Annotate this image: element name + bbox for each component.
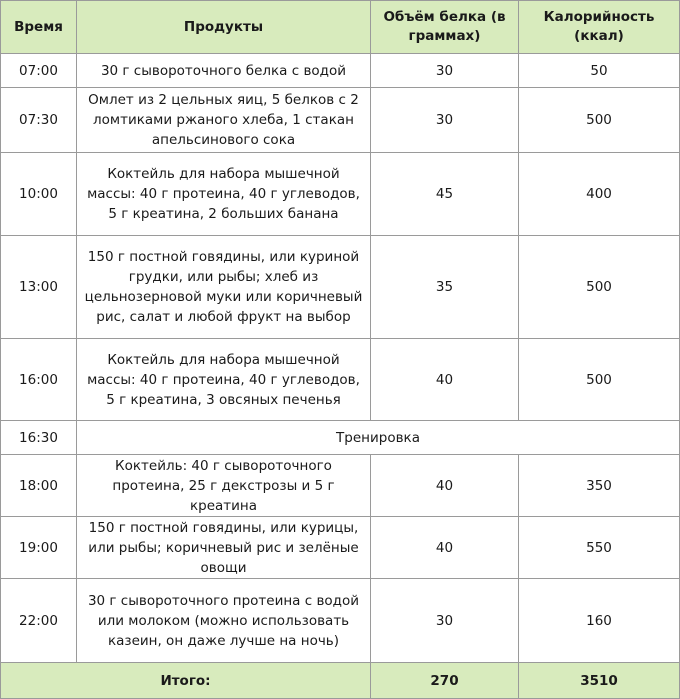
cell-protein: 30 <box>371 88 519 153</box>
cell-time: 18:00 <box>1 455 77 517</box>
cell-calories: 500 <box>519 236 680 339</box>
cell-protein: 40 <box>371 517 519 579</box>
table-row <box>1 88 680 153</box>
table-row <box>1 421 680 455</box>
cell-calories: 500 <box>519 88 680 153</box>
cell-time: 16:00 <box>1 339 77 421</box>
table-row <box>1 517 680 579</box>
table-row <box>1 153 680 236</box>
cell-products: 30 г сывороточного протеина с водой или молоком (можно использовать казеин, он даже лучше на ночь) <box>77 579 371 663</box>
cell-protein: 35 <box>371 236 519 339</box>
cell-products: 30 г сывороточного белка с водой <box>77 54 371 88</box>
total-row <box>1 663 680 699</box>
cell-products: 150 г постной говядины, или курицы, или рыбы; коричневый рис и зелёные овощи <box>77 517 371 579</box>
cell-products: Коктейль для набора мышечной массы: 40 г протеина, 40 г углеводов, 5 г креатина, 2 больших банана <box>77 153 371 236</box>
cell-training: Тренировка <box>77 421 680 455</box>
cell-protein: 40 <box>371 339 519 421</box>
cell-time: 16:30 <box>1 421 77 455</box>
cell-protein: 40 <box>371 455 519 517</box>
header-products: Продукты <box>77 1 371 54</box>
cell-time: 22:00 <box>1 579 77 663</box>
header-calories: Калорийность (ккал) <box>519 1 680 54</box>
cell-products: 150 г постной говядины, или куриной грудки, или рыбы; хлеб из цельнозерновой муки или коричневый рис, салат и любой фрукт на выбор <box>77 236 371 339</box>
cell-time: 19:00 <box>1 517 77 579</box>
header-row <box>1 1 680 54</box>
cell-time: 10:00 <box>1 153 77 236</box>
cell-calories: 160 <box>519 579 680 663</box>
header-time: Время <box>1 1 77 54</box>
cell-protein: 45 <box>371 153 519 236</box>
table-row <box>1 54 680 88</box>
cell-products: Коктейль для набора мышечной массы: 40 г протеина, 40 г углеводов, 5 г креатина, 3 овсяных печенья <box>77 339 371 421</box>
table-row <box>1 579 680 663</box>
total-label: Итого: <box>1 663 371 699</box>
cell-products: Омлет из 2 цельных яиц, 5 белков с 2 ломтиками ржаного хлеба, 1 стакан апельсинового сока <box>77 88 371 153</box>
cell-calories: 350 <box>519 455 680 517</box>
cell-calories: 550 <box>519 517 680 579</box>
cell-protein: 30 <box>371 579 519 663</box>
cell-calories: 500 <box>519 339 680 421</box>
header-protein: Объём белка (в граммах) <box>371 1 519 54</box>
total-protein: 270 <box>371 663 519 699</box>
cell-calories: 50 <box>519 54 680 88</box>
cell-protein: 30 <box>371 54 519 88</box>
cell-time: 07:30 <box>1 88 77 153</box>
cell-time: 13:00 <box>1 236 77 339</box>
table-row <box>1 455 680 517</box>
cell-products: Коктейль: 40 г сывороточного протеина, 25 г декстрозы и 5 г креатина <box>77 455 371 517</box>
table-row <box>1 339 680 421</box>
cell-calories: 400 <box>519 153 680 236</box>
total-calories: 3510 <box>519 663 680 699</box>
table-row <box>1 236 680 339</box>
cell-time: 07:00 <box>1 54 77 88</box>
table-body <box>1 54 680 663</box>
